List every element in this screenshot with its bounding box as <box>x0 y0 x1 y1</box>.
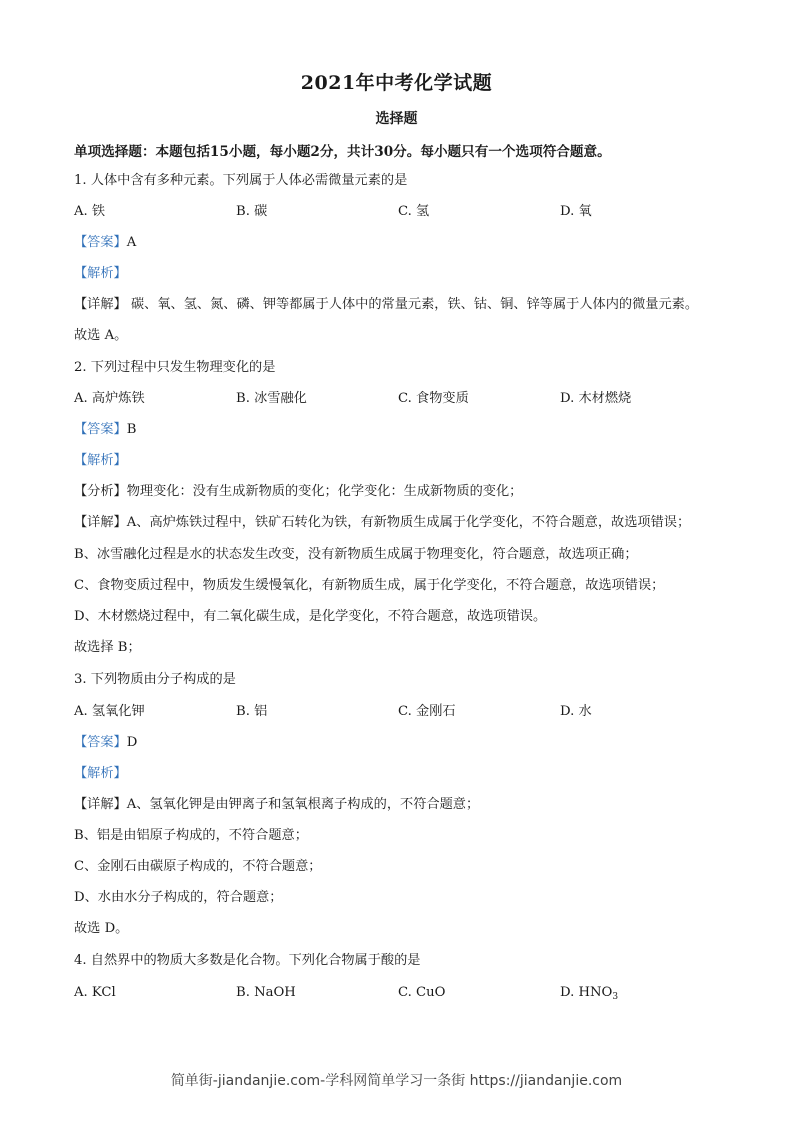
q2-conclusion: 故选择 B； <box>74 640 141 655</box>
q2-option-a: A. 高炉炼铁 <box>74 391 145 406</box>
q1-detail: 【详解】 碳、氧、氢、氮、磷、钾等都属于人体中的常量元素，铁、钴、铜、锌等属于人体内的微量元素。 <box>74 297 699 312</box>
q3-option-b: B. 铝 <box>236 704 268 719</box>
q3-option-c: C. 金刚石 <box>398 704 456 719</box>
section-title: 选择题 <box>375 111 418 127</box>
answer-value: B <box>126 422 137 437</box>
q4-option-c: C. CuO <box>398 985 446 1000</box>
q2-analysis-label: 【解析】 <box>74 453 127 468</box>
q1-answer <box>74 234 136 252</box>
q3-conclusion: 故选 D。 <box>74 921 129 936</box>
q2-option-d: D. 木材燃烧 <box>560 391 632 406</box>
q3-detail-line: B、铝是由铝原子构成的，不符合题意； <box>74 828 308 843</box>
answer-label: 【答案】 <box>74 735 127 750</box>
answer-value: D <box>126 735 138 750</box>
q4-option-a: A. KCl <box>74 985 116 1000</box>
q3-analysis-label: 【解析】 <box>74 766 127 781</box>
q3-answer <box>74 734 137 752</box>
q2-detail-line: C、食物变质过程中，物质发生缓慢氧化，有新物质生成，属于化学变化，不符合题意，故选项错误； <box>74 578 665 593</box>
q3-option-d: D. 水 <box>560 704 592 719</box>
answer-label: 【答案】 <box>74 422 127 437</box>
q3-detail-line: D、水由水分子构成的，符合题意； <box>74 890 283 905</box>
q1-option-b: B. 碳 <box>236 204 268 219</box>
question-4-stem: 4. 自然界中的物质大多数是化合物。下列化合物属于酸的是 <box>74 953 421 968</box>
q4-option-d-text: D. HNO <box>560 985 613 1000</box>
q3-option-a: A. 氢氧化钾 <box>74 704 145 719</box>
page-title: 2021年中考化学试题 <box>300 72 493 94</box>
q2-detail-line: 【详解】A、高炉炼铁过程中，铁矿石转化为铁，有新物质生成属于化学变化，不符合题意，故选项错误； <box>74 515 691 530</box>
question-1-stem: 1. 人体中含有多种元素。下列属于人体必需微量元素的是 <box>74 173 408 188</box>
q3-detail-line: C、金刚石由碳原子构成的，不符合题意； <box>74 859 322 874</box>
question-3-stem: 3. 下列物质由分子构成的是 <box>74 672 236 687</box>
q1-option-a: A. 铁 <box>74 204 106 219</box>
answer-label: 【答案】 <box>74 235 127 250</box>
q2-answer <box>74 421 136 439</box>
q2-fenxi: 【分析】物理变化：没有生成新物质的变化；化学变化：生成新物质的变化； <box>74 484 523 499</box>
q1-option-d: D. 氧 <box>560 204 592 219</box>
q2-detail-line: B、冰雪融化过程是水的状态发生改变，没有新物质生成属于物理变化，符合题意，故选项正确； <box>74 547 638 562</box>
q3-detail-line: 【详解】A、氢氧化钾是由钾离子和氢氧根离子构成的，不符合题意； <box>74 797 480 812</box>
q4-option-b: B. NaOH <box>236 985 296 1000</box>
q2-option-c: C. 食物变质 <box>398 391 469 406</box>
q1-analysis-label: 【解析】 <box>74 266 127 281</box>
q1-conclusion: 故选 A。 <box>74 328 128 343</box>
question-2-stem: 2. 下列过程中只发生物理变化的是 <box>74 360 276 375</box>
q1-option-c: C. 氢 <box>398 204 430 219</box>
section-instruction: 单项选择题：本题包括15小题，每小题2分，共计30分。每小题只有一个选项符合题意。 <box>74 144 611 160</box>
q2-option-b: B. 冰雪融化 <box>236 391 307 406</box>
page-footer-watermark: 简单街-jiandanjie.com-学科网简单学习一条街 https://jiandanjie.com <box>170 1073 623 1089</box>
answer-value: A <box>126 235 137 250</box>
q4-option-d-subscript: 3 <box>612 992 619 1002</box>
q2-detail-line: D、木材燃烧过程中，有二氧化碳生成，是化学变化，不符合题意，故选项错误。 <box>74 609 547 624</box>
q4-option-d <box>560 984 618 1006</box>
